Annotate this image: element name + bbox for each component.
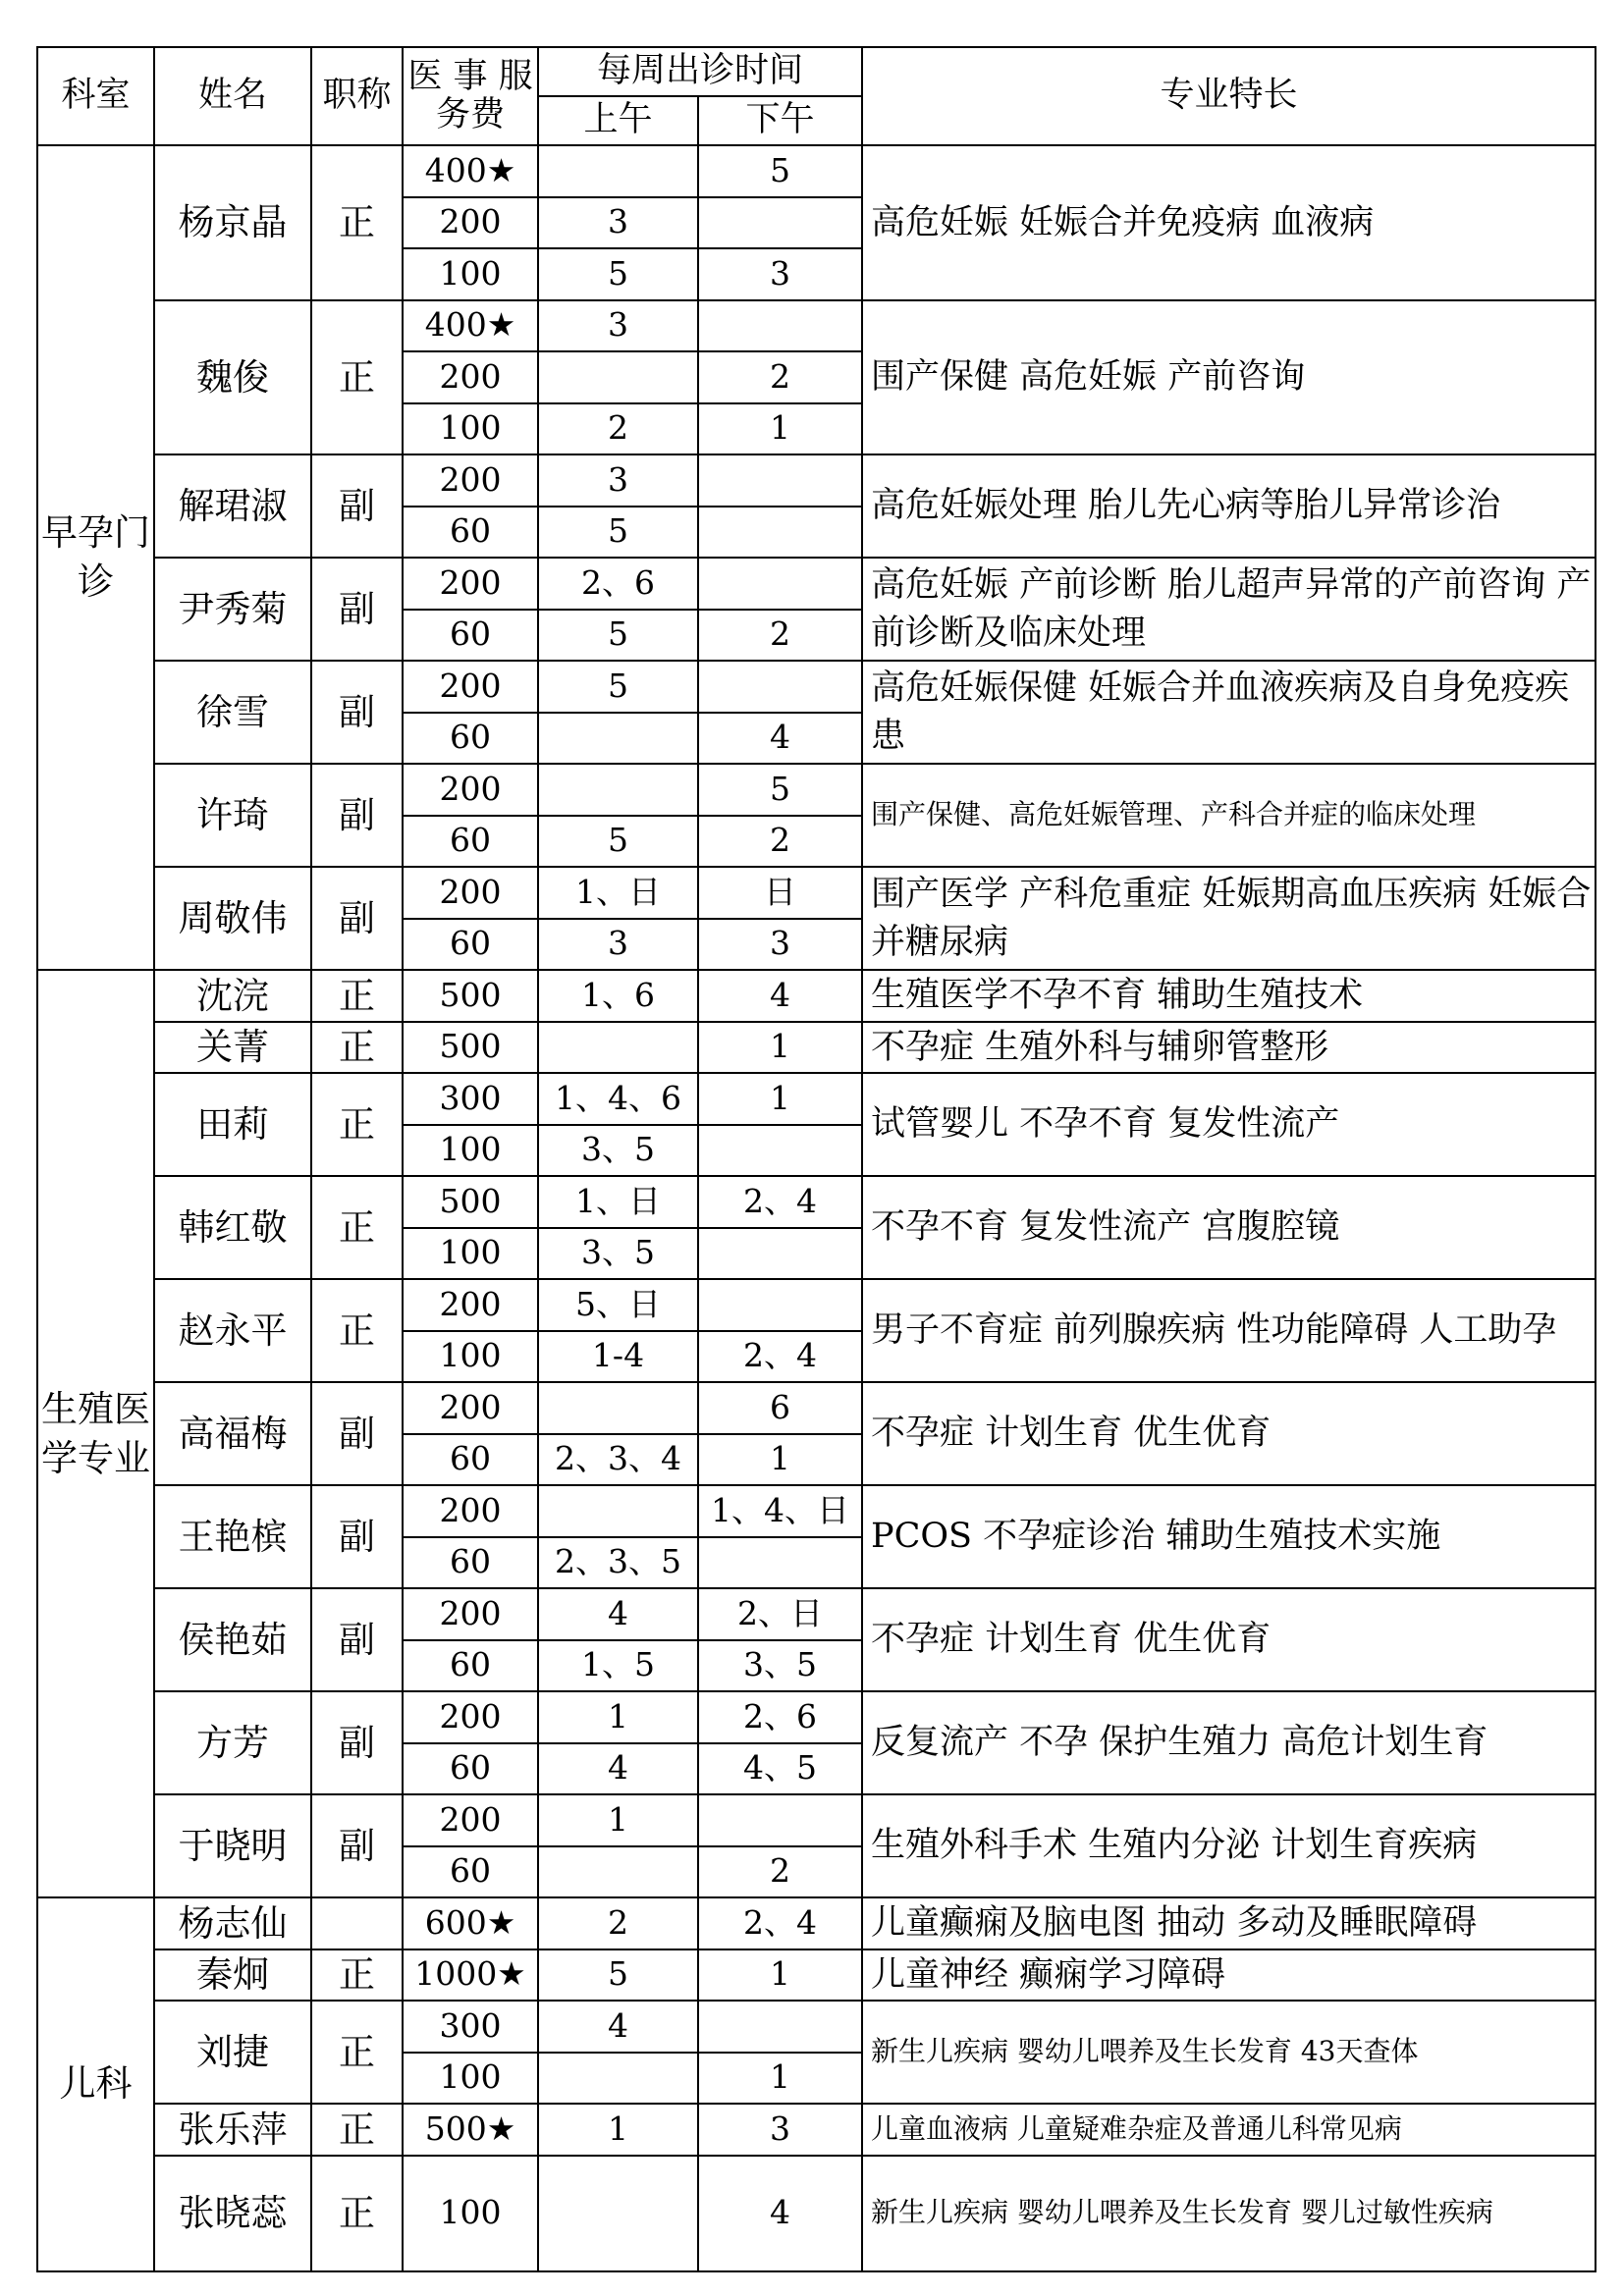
afternoon-schedule: 2 [698,610,862,662]
afternoon-schedule: 1 [698,1022,862,1074]
specialty-cell: 高危妊娠处理 胎儿先心病等胎儿异常诊治 [862,454,1596,558]
table-row [37,1485,1596,1537]
morning-schedule: 5 [538,507,698,559]
service-fee: 60 [403,919,538,971]
morning-schedule [538,1485,698,1537]
afternoon-schedule: 2 [698,1846,862,1898]
table-row [37,1949,1596,2002]
specialty-cell: 围产保健、高危妊娠管理、产科合并症的临床处理 [862,764,1596,867]
table-row [37,1794,1596,1846]
doctor-name: 许琦 [154,764,311,867]
service-fee: 200 [403,558,538,610]
morning-schedule: 1、日 [538,1176,698,1228]
afternoon-schedule: 3、5 [698,1640,862,1692]
table-row [37,867,1596,919]
specialty-cell: 新生儿疾病 婴幼儿喂养及生长发育 婴儿过敏性疾病 [862,2156,1596,2271]
service-fee: 400★ [403,300,538,352]
schedule-body [37,145,1596,2271]
afternoon-schedule [698,1537,862,1589]
doctor-title: 正 [311,2001,403,2104]
morning-schedule: 5 [538,610,698,662]
doctor-name: 田莉 [154,1073,311,1176]
morning-schedule [538,1846,698,1898]
afternoon-schedule [698,300,862,352]
specialty-cell: 新生儿疾病 婴幼儿喂养及生长发育 43天查体 [862,2001,1596,2104]
service-fee: 60 [403,1434,538,1486]
morning-schedule: 2、3、4 [538,1434,698,1486]
afternoon-schedule: 2、4 [698,1897,862,1949]
afternoon-schedule: 1 [698,1949,862,2002]
table-row [37,2104,1596,2156]
afternoon-schedule: 1 [698,403,862,455]
doctor-name: 刘捷 [154,2001,311,2104]
service-fee: 300 [403,2001,538,2053]
afternoon-schedule [698,1279,862,1331]
doctor-title: 副 [311,1794,403,1897]
doctor-name: 韩红敬 [154,1176,311,1279]
morning-schedule [538,1022,698,1074]
service-fee: 500 [403,1176,538,1228]
morning-schedule: 2 [538,403,698,455]
table-row [37,145,1596,197]
morning-schedule [538,764,698,816]
doctor-title: 副 [311,1588,403,1691]
service-fee: 200 [403,1588,538,1640]
service-fee: 200 [403,661,538,713]
service-fee: 200 [403,1691,538,1743]
doctor-title: 正 [311,1022,403,1074]
afternoon-schedule: 2、4 [698,1176,862,1228]
department-cell: 儿科 [37,1897,154,2271]
doctor-title: 副 [311,558,403,661]
afternoon-schedule: 3 [698,248,862,300]
service-fee: 100 [403,1125,538,1177]
service-fee: 100 [403,403,538,455]
afternoon-schedule: 5 [698,145,862,197]
department-cell: 早孕门诊 [37,145,154,970]
afternoon-schedule: 2、日 [698,1588,862,1640]
doctor-name: 方芳 [154,1691,311,1794]
department-cell: 生殖医学专业 [37,970,154,1897]
afternoon-schedule: 6 [698,1382,862,1434]
afternoon-schedule [698,1125,862,1177]
specialty-cell: 不孕症 计划生育 优生优育 [862,1382,1596,1485]
morning-schedule: 2、3、5 [538,1537,698,1589]
service-fee: 100 [403,2053,538,2105]
specialty-cell: 生殖医学不孕不育 辅助生殖技术 [862,970,1596,1022]
doctor-title: 副 [311,1485,403,1588]
specialty-cell: 生殖外科手术 生殖内分泌 计划生育疾病 [862,1794,1596,1897]
header-row [37,47,1596,96]
specialty-cell: PCOS 不孕症诊治 辅助生殖技术实施 [862,1485,1596,1588]
clinic-schedule-table [36,46,1596,2272]
specialty-cell: 试管婴儿 不孕不育 复发性流产 [862,1073,1596,1176]
afternoon-schedule [698,454,862,507]
doctor-title: 正 [311,1279,403,1382]
service-fee: 60 [403,1743,538,1795]
afternoon-schedule: 2 [698,351,862,403]
afternoon-schedule: 1 [698,1434,862,1486]
morning-schedule: 5 [538,1949,698,2002]
doctor-title: 正 [311,2156,403,2271]
table-row [37,300,1596,352]
specialty-cell: 男子不育症 前列腺疾病 性功能障碍 人工助孕 [862,1279,1596,1382]
morning-schedule [538,145,698,197]
specialty-cell: 不孕症 计划生育 优生优育 [862,1588,1596,1691]
doctor-name: 秦炯 [154,1949,311,2002]
morning-schedule: 1 [538,2104,698,2156]
morning-schedule: 3 [538,919,698,971]
afternoon-schedule: 4 [698,2156,862,2271]
table-row [37,970,1596,1022]
service-fee: 60 [403,507,538,559]
service-fee: 100 [403,1228,538,1280]
table-row [37,2001,1596,2053]
doctor-title: 正 [311,145,403,300]
table-row [37,2156,1596,2271]
afternoon-schedule: 3 [698,2104,862,2156]
service-fee: 500 [403,970,538,1022]
doctor-title: 正 [311,970,403,1022]
service-fee: 200 [403,1382,538,1434]
doctor-title: 正 [311,2104,403,2156]
afternoon-schedule [698,1228,862,1280]
header-schedule: 每周出诊时间 [538,47,862,96]
morning-schedule: 2 [538,1897,698,1949]
doctor-name: 魏俊 [154,300,311,455]
doctor-name: 赵永平 [154,1279,311,1382]
service-fee: 60 [403,610,538,662]
morning-schedule: 2、6 [538,558,698,610]
table-row [37,558,1596,610]
service-fee: 300 [403,1073,538,1125]
afternoon-schedule: 1 [698,2053,862,2105]
morning-schedule: 3、5 [538,1125,698,1177]
header-am: 上午 [538,96,698,145]
doctor-name: 徐雪 [154,661,311,764]
service-fee: 200 [403,764,538,816]
header-specialty: 专业特长 [862,47,1596,145]
afternoon-schedule [698,507,862,559]
specialty-cell: 儿童癫痫及脑电图 抽动 多动及睡眠障碍 [862,1897,1596,1949]
specialty-cell: 儿童神经 癫痫学习障碍 [862,1949,1596,2002]
service-fee: 100 [403,248,538,300]
service-fee: 200 [403,454,538,507]
service-fee: 600★ [403,1897,538,1949]
morning-schedule: 1 [538,1794,698,1846]
doctor-name: 于晓明 [154,1794,311,1897]
afternoon-schedule: 2、4 [698,1331,862,1383]
header-dept: 科室 [37,47,154,145]
service-fee: 200 [403,867,538,919]
service-fee: 100 [403,2156,538,2271]
specialty-cell: 不孕不育 复发性流产 宫腹腔镜 [862,1176,1596,1279]
table-row [37,1176,1596,1228]
specialty-cell: 不孕症 生殖外科与辅卵管整形 [862,1022,1596,1074]
morning-schedule: 5 [538,816,698,868]
service-fee: 60 [403,1537,538,1589]
afternoon-schedule [698,661,862,713]
specialty-cell: 围产医学 产科危重症 妊娠期高血压疾病 妊娠合并糖尿病 [862,867,1596,970]
service-fee: 60 [403,1640,538,1692]
doctor-name: 沈浣 [154,970,311,1022]
afternoon-schedule: 5 [698,764,862,816]
header-name: 姓名 [154,47,311,145]
doctor-name: 侯艳茹 [154,1588,311,1691]
morning-schedule [538,1382,698,1434]
specialty-cell: 高危妊娠 妊娠合并免疫病 血液病 [862,145,1596,300]
doctor-title: 副 [311,454,403,558]
doctor-name: 高福梅 [154,1382,311,1485]
doctor-name: 张晓蕊 [154,2156,311,2271]
morning-schedule: 3、5 [538,1228,698,1280]
doctor-title: 副 [311,1382,403,1485]
doctor-name: 尹秀菊 [154,558,311,661]
specialty-cell: 儿童血液病 儿童疑难杂症及普通儿科常见病 [862,2104,1596,2156]
doctor-name: 解珺淑 [154,454,311,558]
header-title: 职称 [311,47,403,145]
service-fee: 200 [403,1279,538,1331]
morning-schedule: 3 [538,300,698,352]
table-row [37,1382,1596,1434]
doctor-title: 副 [311,764,403,867]
doctor-title: 正 [311,1073,403,1176]
service-fee: 200 [403,1485,538,1537]
afternoon-schedule [698,1794,862,1846]
table-row [37,764,1596,816]
morning-schedule: 4 [538,1588,698,1640]
service-fee: 200 [403,351,538,403]
service-fee: 100 [403,1331,538,1383]
doctor-name: 周敬伟 [154,867,311,970]
specialty-cell: 高危妊娠 产前诊断 胎儿超声异常的产前咨询 产前诊断及临床处理 [862,558,1596,661]
afternoon-schedule [698,558,862,610]
table-row [37,454,1596,507]
service-fee: 400★ [403,145,538,197]
service-fee: 60 [403,1846,538,1898]
morning-schedule: 1-4 [538,1331,698,1383]
specialty-cell: 高危妊娠保健 妊娠合并血液疾病及自身免疫疾患 [862,661,1596,764]
service-fee: 200 [403,197,538,249]
morning-schedule [538,2156,698,2271]
morning-schedule [538,2053,698,2105]
afternoon-schedule: 4 [698,970,862,1022]
service-fee: 500★ [403,2104,538,2156]
afternoon-schedule: 2 [698,816,862,868]
afternoon-schedule: 3 [698,919,862,971]
header-fee: 医 事 服务费 [403,47,538,145]
morning-schedule [538,351,698,403]
doctor-name: 张乐萍 [154,2104,311,2156]
afternoon-schedule: 4 [698,713,862,765]
morning-schedule [538,713,698,765]
doctor-title: 副 [311,867,403,970]
service-fee: 500 [403,1022,538,1074]
specialty-cell: 围产保健 高危妊娠 产前咨询 [862,300,1596,455]
morning-schedule: 5 [538,248,698,300]
table-row [37,1897,1596,1949]
doctor-name: 杨志仙 [154,1897,311,1949]
afternoon-schedule: 1 [698,1073,862,1125]
specialty-cell: 反复流产 不孕 保护生殖力 高危计划生育 [862,1691,1596,1794]
doctor-title: 副 [311,661,403,764]
morning-schedule: 5、日 [538,1279,698,1331]
doctor-title: 正 [311,1176,403,1279]
afternoon-schedule [698,2001,862,2053]
afternoon-schedule: 日 [698,867,862,919]
doctor-title: 正 [311,300,403,455]
table-row [37,1073,1596,1125]
afternoon-schedule: 4、5 [698,1743,862,1795]
morning-schedule: 1、6 [538,970,698,1022]
morning-schedule: 1、4、6 [538,1073,698,1125]
table-row [37,1022,1596,1074]
doctor-title: 正 [311,1949,403,2002]
header-pm: 下午 [698,96,862,145]
service-fee: 60 [403,816,538,868]
doctor-name: 杨京晶 [154,145,311,300]
morning-schedule: 1、日 [538,867,698,919]
doctor-name: 关菁 [154,1022,311,1074]
morning-schedule: 1 [538,1691,698,1743]
table-row [37,1279,1596,1331]
doctor-name: 王艳槟 [154,1485,311,1588]
service-fee: 200 [403,1794,538,1846]
doctor-title: 副 [311,1691,403,1794]
morning-schedule: 4 [538,1743,698,1795]
afternoon-schedule: 1、4、日 [698,1485,862,1537]
doctor-title [311,1897,403,1949]
afternoon-schedule: 2、6 [698,1691,862,1743]
morning-schedule: 3 [538,454,698,507]
table-row [37,1691,1596,1743]
morning-schedule: 3 [538,197,698,249]
morning-schedule: 5 [538,661,698,713]
service-fee: 1000★ [403,1949,538,2002]
afternoon-schedule [698,197,862,249]
table-row [37,1588,1596,1640]
service-fee: 60 [403,713,538,765]
morning-schedule: 4 [538,2001,698,2053]
table-row [37,661,1596,713]
morning-schedule: 1、5 [538,1640,698,1692]
